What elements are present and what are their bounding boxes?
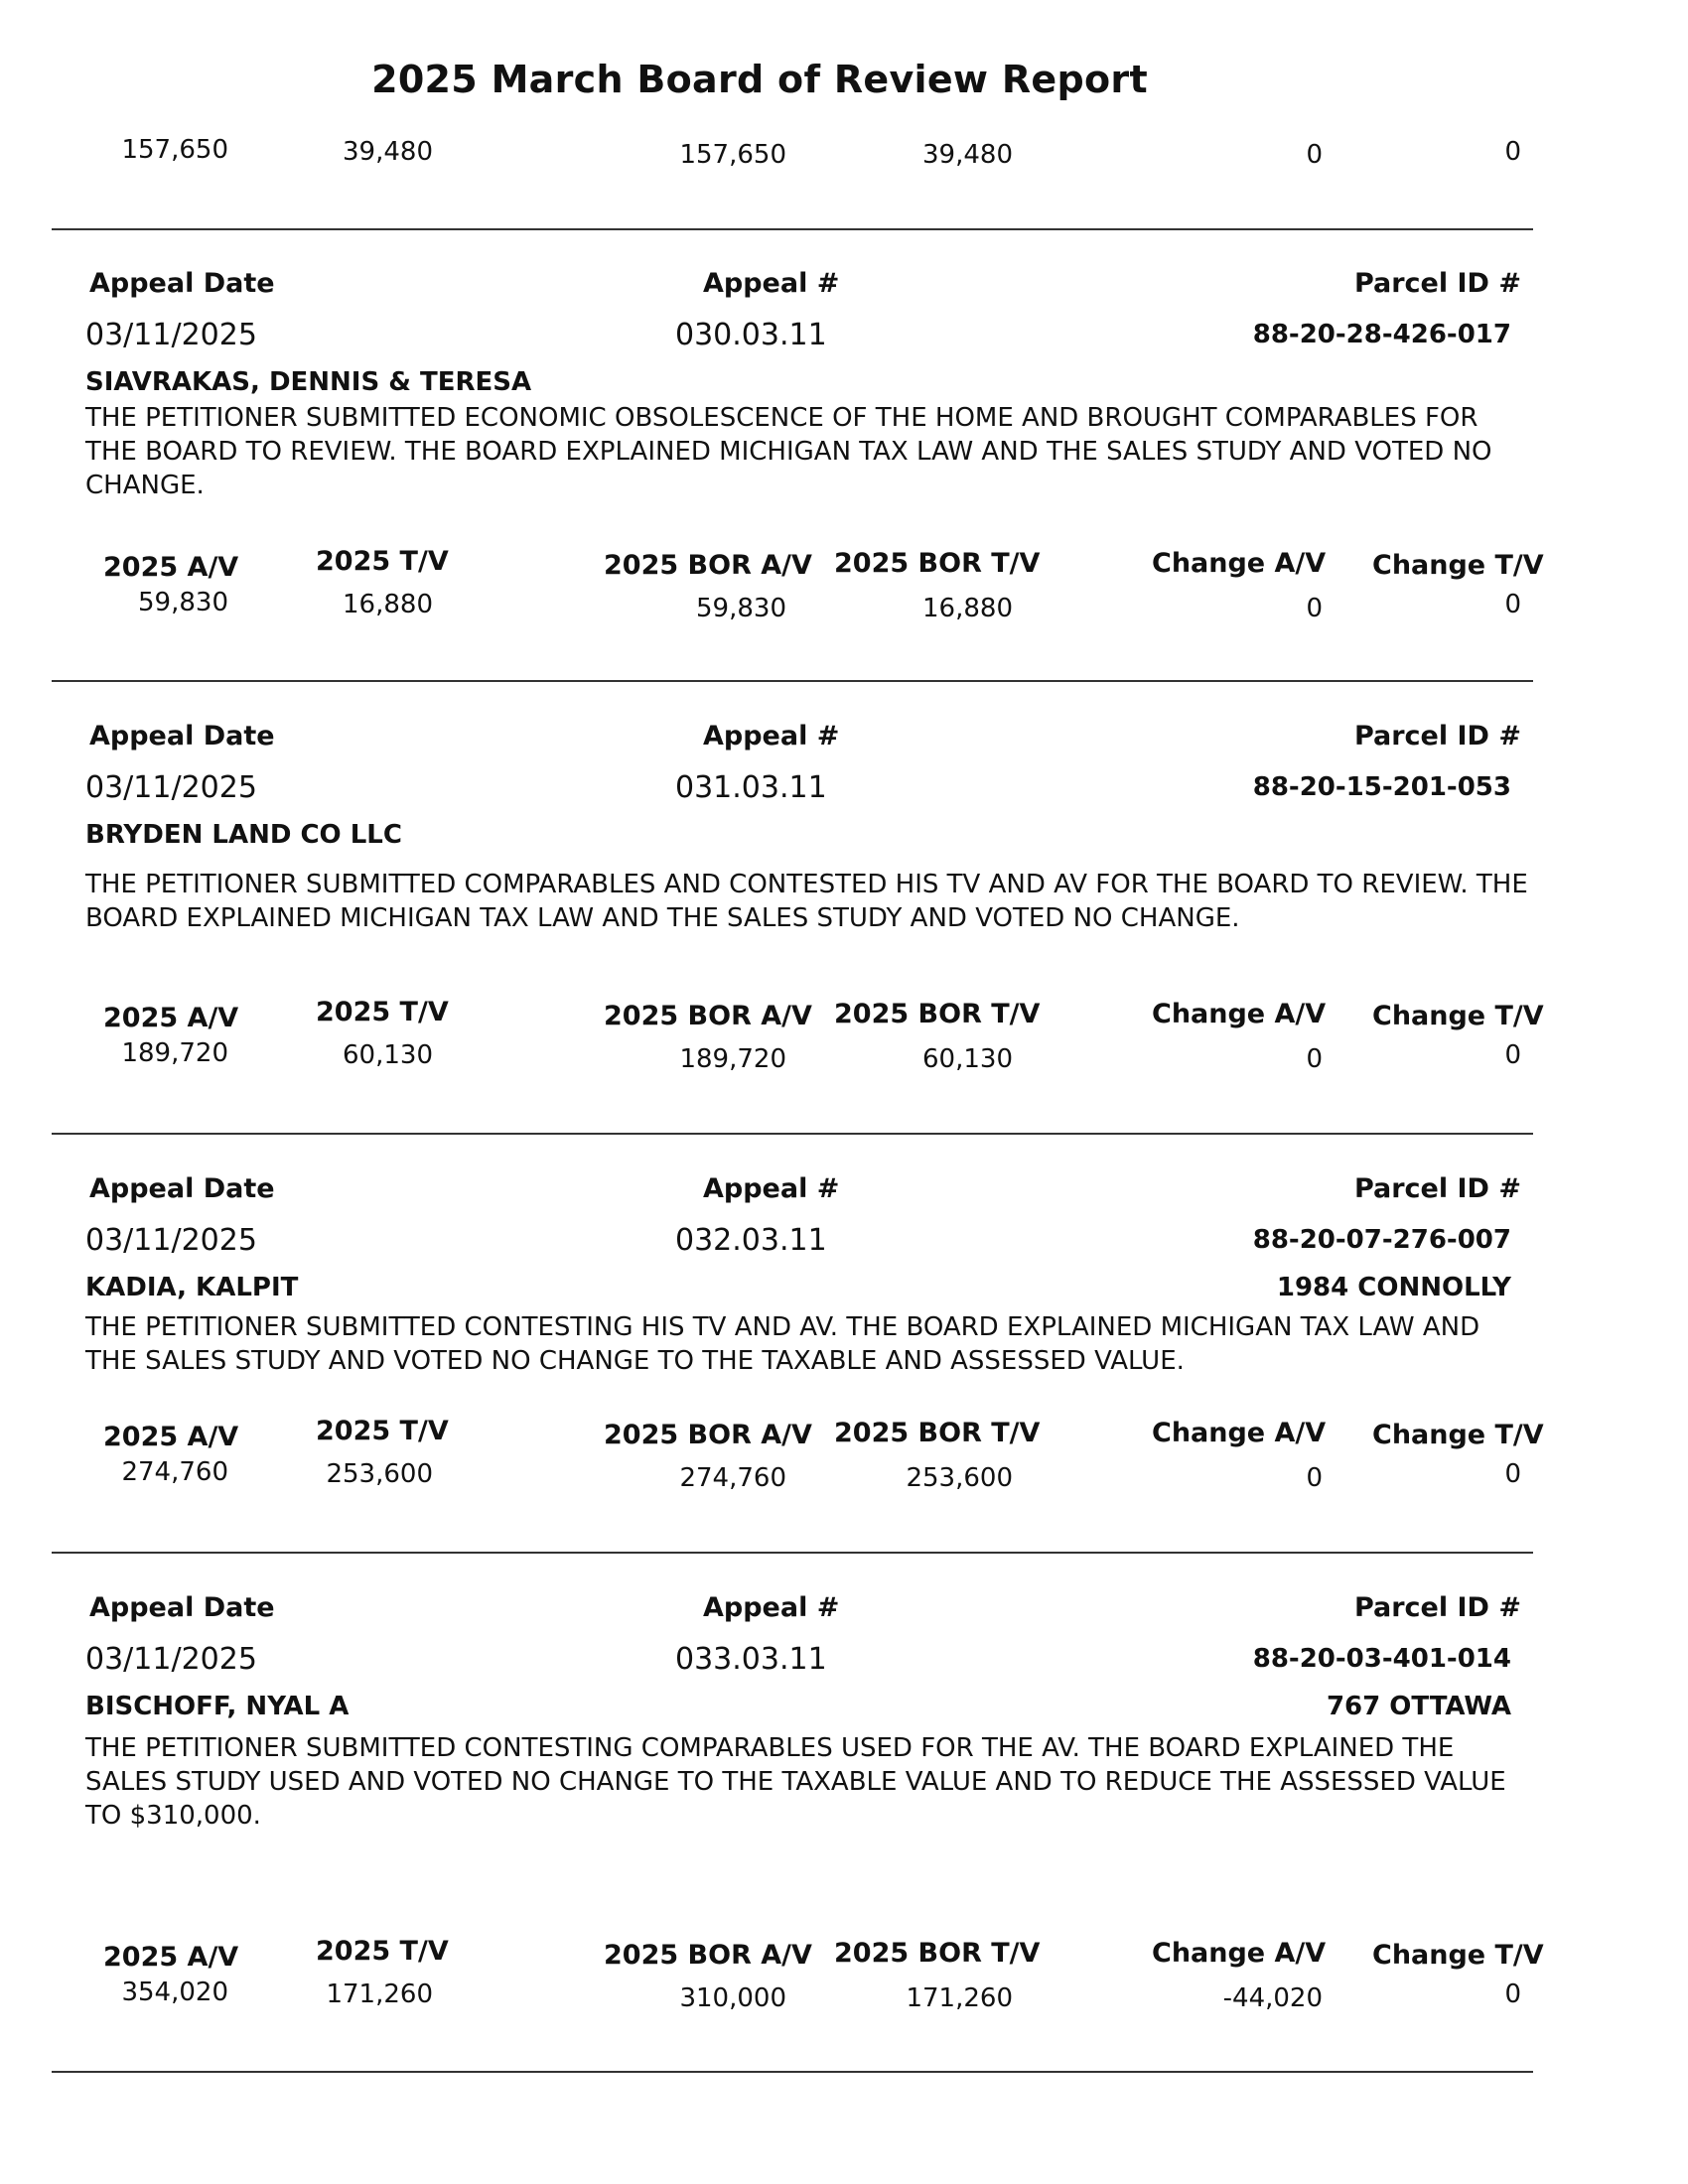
bor-av-value: 274,760 xyxy=(679,1463,786,1493)
tv-value: 60,130 xyxy=(343,1040,433,1070)
section-divider xyxy=(52,228,1533,230)
change-tv-label: Change T/V xyxy=(1372,1001,1544,1031)
appeal-description: THE PETITIONER SUBMITTED CONTESTING HIS TV AND AV. THE BOARD EXPLAINED MICHIGAN TAX LAW AND THE SALES STUDY AND VOTED NO CHANGE TO THE TAXABLE AND ASSESSED VALUE. xyxy=(85,1312,1480,1376)
property-address: 1984 CONNOLLY xyxy=(1276,1273,1511,1302)
change-tv-label: Change T/V xyxy=(1372,550,1544,581)
change-av-label: Change A/V xyxy=(1152,999,1327,1029)
bor-tv-label: 2025 BOR T/V xyxy=(834,1418,1041,1448)
change-tv-value: 0 xyxy=(1504,1979,1521,2009)
appeal-number: 032.03.11 xyxy=(675,1223,827,1258)
carryover-change-tv: 0 xyxy=(1504,137,1521,167)
carryover-av: 157,650 xyxy=(121,135,228,165)
av-value: 59,830 xyxy=(138,588,228,617)
owner-name: SIAVRAKAS, DENNIS & TERESA xyxy=(85,367,532,397)
appeal-date-header: Appeal Date xyxy=(89,721,275,751)
appeal-date: 03/11/2025 xyxy=(85,1642,257,1677)
parcel-id-header: Parcel ID # xyxy=(1353,268,1521,299)
report-title: 2025 March Board of Review Report xyxy=(371,58,1148,101)
appeal-date-header: Appeal Date xyxy=(89,1592,275,1623)
bor-tv-value: 171,260 xyxy=(906,1983,1013,2013)
appeal-number-header: Appeal # xyxy=(703,268,840,299)
appeal-number-header: Appeal # xyxy=(703,1592,840,1623)
change-tv-value: 0 xyxy=(1504,1459,1521,1489)
bor-av-label: 2025 BOR A/V xyxy=(604,1001,812,1031)
owner-name: KADIA, KALPIT xyxy=(85,1273,299,1302)
change-tv-label: Change T/V xyxy=(1372,1940,1544,1971)
section-divider xyxy=(52,1552,1533,1554)
bor-av-value: 59,830 xyxy=(696,594,786,623)
appeal-date: 03/11/2025 xyxy=(85,1223,257,1258)
appeal-number: 033.03.11 xyxy=(675,1642,827,1677)
section-divider xyxy=(52,2071,1533,2073)
tv-value: 171,260 xyxy=(326,1979,433,2009)
av-value: 189,720 xyxy=(121,1038,228,1068)
bor-av-value: 310,000 xyxy=(679,1983,786,2013)
bor-tv-label: 2025 BOR T/V xyxy=(834,1938,1041,1969)
av-label: 2025 A/V xyxy=(103,1942,239,1973)
tv-label: 2025 T/V xyxy=(316,997,449,1027)
av-label: 2025 A/V xyxy=(103,1003,239,1033)
change-av-value: 0 xyxy=(1306,1044,1323,1074)
av-label: 2025 A/V xyxy=(103,1422,239,1452)
owner-name: BRYDEN LAND CO LLC xyxy=(85,820,402,850)
av-label: 2025 A/V xyxy=(103,552,239,583)
parcel-id-header: Parcel ID # xyxy=(1353,721,1521,751)
carryover-change-av: 0 xyxy=(1306,140,1323,170)
bor-av-label: 2025 BOR A/V xyxy=(604,1940,812,1971)
tv-value: 16,880 xyxy=(343,590,433,619)
carryover-bor-tv: 39,480 xyxy=(922,140,1013,170)
appeal-date-header: Appeal Date xyxy=(89,268,275,299)
appeal-number: 030.03.11 xyxy=(675,318,827,352)
change-av-value: 0 xyxy=(1306,594,1323,623)
appeal-number: 031.03.11 xyxy=(675,770,827,805)
bor-tv-value: 253,600 xyxy=(906,1463,1013,1493)
change-av-value: -44,020 xyxy=(1222,1983,1323,2013)
parcel-id: 88-20-15-201-053 xyxy=(1252,772,1511,802)
change-tv-value: 0 xyxy=(1504,1040,1521,1070)
appeal-number-header: Appeal # xyxy=(703,721,840,751)
property-address: 767 OTTAWA xyxy=(1326,1692,1511,1721)
bor-tv-value: 16,880 xyxy=(922,594,1013,623)
tv-label: 2025 T/V xyxy=(316,546,449,577)
appeal-description: THE PETITIONER SUBMITTED ECONOMIC OBSOLESCENCE OF THE HOME AND BROUGHT COMPARABLES FOR THE BOARD TO REVIEW. THE BOARD EXPLAINED MICHIGAN TAX LAW AND THE SALES STUDY AND VOTED NO CHANGE. xyxy=(85,403,1492,500)
appeal-number-header: Appeal # xyxy=(703,1173,840,1204)
parcel-id-header: Parcel ID # xyxy=(1353,1592,1521,1623)
appeal-description: THE PETITIONER SUBMITTED COMPARABLES AND CONTESTED HIS TV AND AV FOR THE BOARD TO REVIEW. THE BOARD EXPLAINED MICHIGAN TAX LAW AND THE SALES STUDY AND VOTED NO CHANGE. xyxy=(85,870,1528,933)
av-value: 354,020 xyxy=(121,1978,228,2007)
change-av-value: 0 xyxy=(1306,1463,1323,1493)
carryover-tv: 39,480 xyxy=(343,137,433,167)
section-divider xyxy=(52,680,1533,682)
av-value: 274,760 xyxy=(121,1457,228,1487)
change-av-label: Change A/V xyxy=(1152,1938,1327,1969)
bor-av-label: 2025 BOR A/V xyxy=(604,1420,812,1450)
parcel-id: 88-20-28-426-017 xyxy=(1252,320,1511,349)
bor-tv-value: 60,130 xyxy=(922,1044,1013,1074)
appeal-description: THE PETITIONER SUBMITTED CONTESTING COMPARABLES USED FOR THE AV. THE BOARD EXPLAINED THE SALES STUDY USED AND VOTED NO CHANGE TO THE TAXABLE VALUE AND TO REDUCE THE ASSESSED VALUE TO $310,000. xyxy=(85,1733,1506,1831)
tv-label: 2025 T/V xyxy=(316,1416,449,1446)
parcel-id-header: Parcel ID # xyxy=(1353,1173,1521,1204)
change-av-label: Change A/V xyxy=(1152,548,1327,579)
bor-tv-label: 2025 BOR T/V xyxy=(834,999,1041,1029)
tv-label: 2025 T/V xyxy=(316,1936,449,1967)
change-av-label: Change A/V xyxy=(1152,1418,1327,1448)
bor-av-value: 189,720 xyxy=(679,1044,786,1074)
change-tv-label: Change T/V xyxy=(1372,1420,1544,1450)
bor-tv-label: 2025 BOR T/V xyxy=(834,548,1041,579)
bor-av-label: 2025 BOR A/V xyxy=(604,550,812,581)
appeal-date: 03/11/2025 xyxy=(85,770,257,805)
owner-name: BISCHOFF, NYAL A xyxy=(85,1692,350,1721)
appeal-date-header: Appeal Date xyxy=(89,1173,275,1204)
appeal-date: 03/11/2025 xyxy=(85,318,257,352)
tv-value: 253,600 xyxy=(326,1459,433,1489)
carryover-bor-av: 157,650 xyxy=(679,140,786,170)
change-tv-value: 0 xyxy=(1504,590,1521,619)
parcel-id: 88-20-07-276-007 xyxy=(1252,1225,1511,1255)
section-divider xyxy=(52,1133,1533,1135)
parcel-id: 88-20-03-401-014 xyxy=(1252,1644,1511,1674)
